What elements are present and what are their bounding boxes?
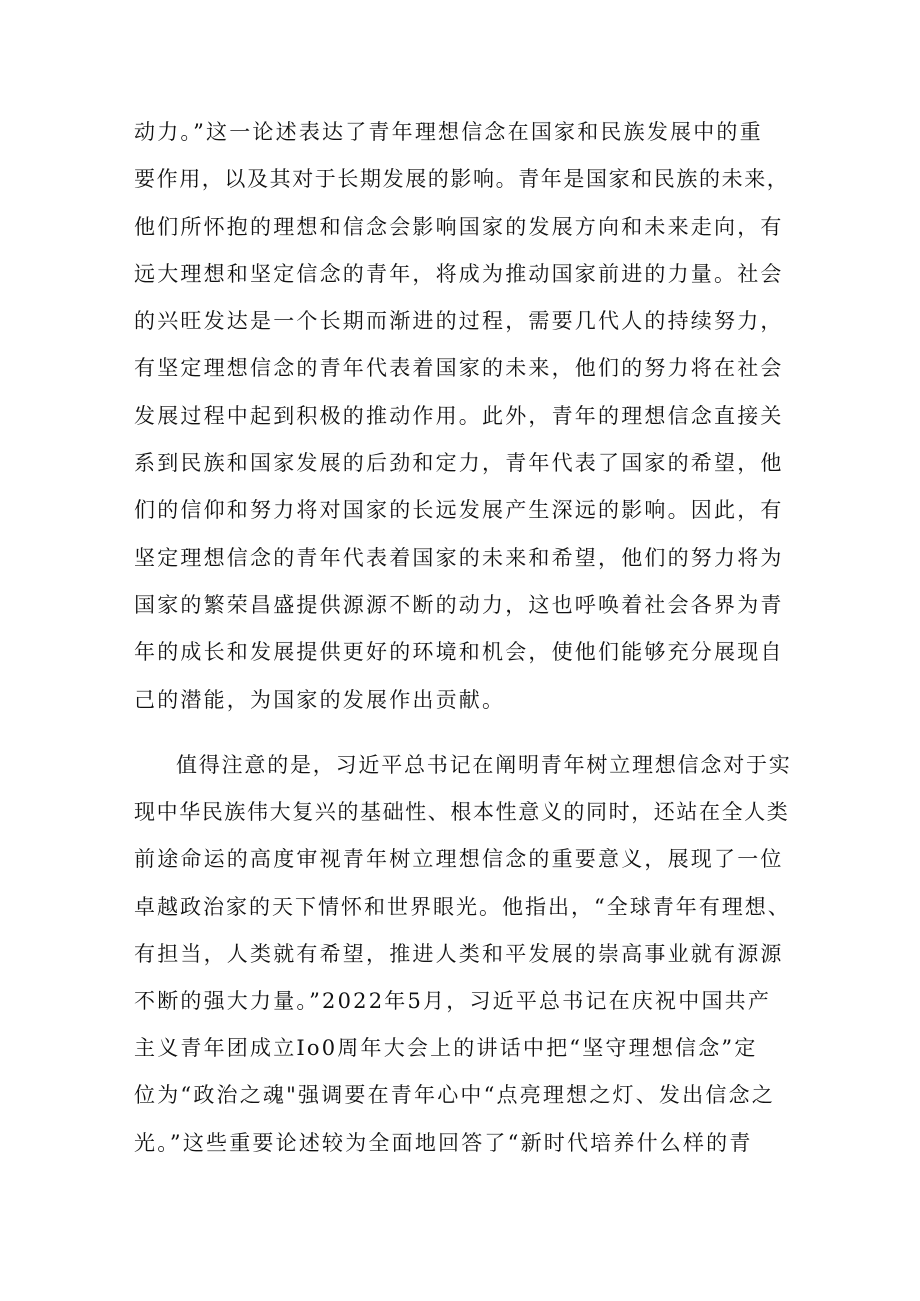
paragraph-line: 的兴旺发达是一个长期而渐进的过程，需要几代人的持续努力， <box>134 309 784 334</box>
paragraph-line: 现中华民族伟大复兴的基础性、根本性意义的同时，还站在全人类 <box>134 800 790 825</box>
paragraph-line: 们的信仰和努力将对国家的长远发展产生深远的影响。因此，有 <box>134 498 784 523</box>
paragraph-line: 年的成长和发展提供更好的环境和机会，使他们能够充分展现自 <box>134 640 784 665</box>
paragraph-2 <box>134 742 794 1167</box>
paragraph-line: 卓越政治家的天下情怀和世界眼光。他指出，“全球青年有理想、 <box>134 894 791 919</box>
paragraph-line: 国家的繁荣昌盛提供源源不断的动力，这也呼唤着社会各界为青 <box>134 592 784 617</box>
paragraph-line: 发展过程中起到积极的推动作用。此外，青年的理想信念直接关 <box>134 403 784 428</box>
paragraph-1 <box>134 109 794 724</box>
paragraph-line: 要作用，以及其对于长期发展的影响。青年是国家和民族的未来， <box>134 167 790 192</box>
paragraph-line: 主义青年团成立Io0周年大会上的讲话中把“坚守理想信念”定 <box>134 1036 758 1061</box>
paragraph-line: 值得注意的是，习近平总书记在阐明青年树立理想信念对于实 <box>176 753 792 777</box>
paragraph-line: 位为“政治之魂"强调要在青年心中“点亮理想之灯、发出信念之 <box>134 1083 775 1108</box>
paragraph-line: 不断的强大力量。”2022年5月，习近平总书记在庆祝中国共产 <box>134 988 772 1013</box>
paragraph-line: 他们所怀抱的理想和信念会影响国家的发展方向和未来走向，有 <box>134 214 784 239</box>
paragraph-line: 坚定理想信念的青年代表着国家的未来和希望，他们的努力将为 <box>134 545 784 570</box>
paragraph-line: 系到民族和国家发展的后劲和定力，青年代表了国家的希望，他 <box>134 451 784 476</box>
paragraph-line: 己的潜能，为国家的发展作出贡献。 <box>134 687 506 712</box>
paragraph-line: 有担当，人类就有希望，推进人类和平发展的崇高事业就有源源 <box>134 941 784 966</box>
paragraph-line: 远大理想和坚定信念的青年，将成为推动国家前进的力量。社会 <box>134 261 784 286</box>
paragraph-line: 有坚定理想信念的青年代表着国家的未来，他们的努力将在社会 <box>134 356 784 381</box>
paragraph-line: 前途命运的高度审视青年树立理想信念的重要意义，展现了一位 <box>134 847 784 872</box>
paragraph-line: 动力。”这一论述表达了青年理想信念在国家和民族发展中的重 <box>134 120 763 144</box>
paragraph-line: 光。”这些重要论述较为全面地回答了“新时代培养什么样的青 <box>134 1130 753 1155</box>
